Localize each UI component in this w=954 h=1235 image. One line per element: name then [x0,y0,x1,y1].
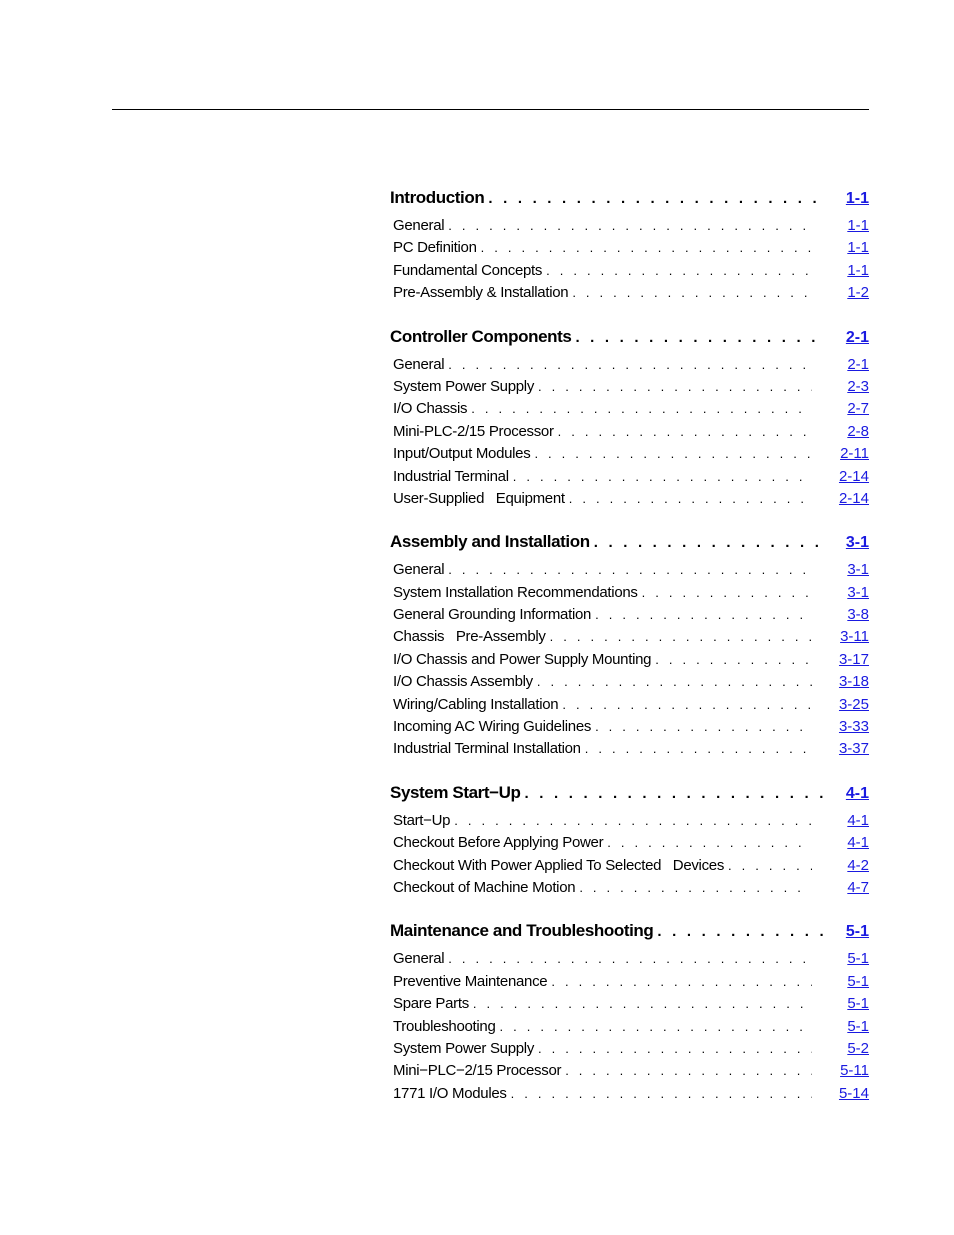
entry-label: Industrial Terminal Installation [393,740,581,758]
dot-leader [551,974,812,989]
toc-entry [390,696,869,718]
toc-entry [390,217,869,239]
dot-leader [448,562,812,577]
toc-entry [390,423,869,445]
entry-label: Start−Up [393,811,451,829]
section-page-link[interactable]: 3-1 [845,534,869,552]
dot-leader [500,1019,812,1034]
entry-label: Troubleshooting [393,1017,496,1035]
toc-entry [390,1062,869,1084]
entry-label: I/O Chassis Assembly [393,673,533,691]
entry-label: Fundamental Concepts [393,261,543,279]
toc-section-introduction [390,188,869,307]
entry-label: General Grounding Information [393,606,592,624]
entry-page-link[interactable]: 2-7 [847,400,869,418]
section-page-link[interactable]: 2-1 [845,328,869,346]
dot-leader [572,285,812,300]
dot-leader [569,491,812,506]
entry-page-link[interactable]: 3-11 [840,628,869,646]
entry-label: Checkout With Power Applied To Selected Devices [393,856,725,874]
entry-page-link[interactable]: 4-7 [847,878,869,896]
dot-leader [655,652,812,667]
dot-leader [488,190,825,207]
entry-label: I/O Chassis [393,400,468,418]
entry-label: Input/Output Modules [393,445,531,463]
entry-label: User-Supplied Equipment [393,489,565,507]
toc-entry [390,284,869,306]
entry-label: Checkout Before Applying Power [393,834,604,852]
entry-page-link[interactable]: 3-18 [838,673,869,691]
section-title: Assembly and Installation [390,532,590,552]
entry-label: Spare Parts [393,995,469,1013]
dot-leader [546,263,812,278]
section-heading-row [390,532,869,560]
toc-entry [390,651,869,673]
toc-entry [390,950,869,972]
dot-leader [481,240,812,255]
dot-leader [565,1063,812,1078]
dot-leader [657,923,825,940]
toc-entry [390,995,869,1017]
dot-leader [473,996,812,1011]
dot-leader [538,379,812,394]
toc-section-maintenance-troubleshooting [390,921,869,1107]
entry-page-link[interactable]: 1-1 [847,261,869,279]
dot-leader [594,534,825,551]
entry-page-link[interactable]: 5-1 [847,995,869,1013]
dot-leader [471,401,812,416]
entry-page-link[interactable]: 4-1 [847,834,869,852]
entry-page-link[interactable]: 2-11 [840,445,869,463]
entry-page-link[interactable]: 3-33 [838,718,869,736]
entry-page-link[interactable]: 1-1 [847,217,869,234]
header-rule [112,109,869,110]
dot-leader [585,741,812,756]
toc-section-assembly-installation [390,532,869,763]
dot-leader [511,1086,812,1101]
entry-page-link[interactable]: 3-17 [838,650,869,668]
toc-entry [390,445,869,467]
entry-page-link[interactable]: 4-1 [847,811,869,829]
entry-page-link[interactable]: 5-14 [838,1084,869,1102]
entry-page-link[interactable]: 1-1 [847,239,869,257]
section-heading-row [390,921,869,949]
toc-entry [390,1085,869,1107]
dot-leader [607,835,812,850]
dot-leader [448,951,812,966]
toc-entry [390,239,869,261]
dot-leader [550,629,812,644]
toc-entry [390,834,869,856]
table-of-contents [390,188,869,1127]
entry-label: System Power Supply [393,1039,535,1057]
dot-leader [728,858,812,873]
entry-page-link[interactable]: 2-3 [847,377,869,395]
toc-entry [390,561,869,583]
toc-entry [390,356,869,378]
dot-leader [595,719,812,734]
entry-page-link[interactable]: 3-1 [847,561,869,579]
entry-page-link[interactable]: 5-2 [847,1039,869,1057]
entry-label: Industrial Terminal [393,467,509,485]
toc-section-controller-components [390,327,869,513]
section-title: Introduction [390,188,485,207]
section-title: Maintenance and Troubleshooting [390,921,654,941]
entry-label: Checkout of Machine Motion [393,878,576,896]
dot-leader [538,1041,812,1056]
dot-leader [534,446,812,461]
toc-entry [390,584,869,606]
entry-label: General [393,950,445,968]
dot-leader [595,607,812,622]
entry-page-link[interactable]: 3-8 [847,606,869,624]
entry-label: Chassis Pre-Assembly [393,628,546,646]
entry-page-link[interactable]: 3-25 [838,695,869,713]
section-page-link[interactable]: 4-1 [845,784,869,802]
dot-leader [448,218,812,233]
toc-entry [390,490,869,512]
entry-label: I/O Chassis and Power Supply Mounting [393,650,652,668]
section-heading-row [390,783,869,811]
toc-entry [390,879,869,901]
toc-entry [390,1040,869,1062]
section-heading-row [390,327,869,355]
entry-label: General [393,217,445,234]
entry-page-link[interactable]: 5-1 [847,972,869,990]
section-title: System Start−Up [390,782,521,802]
toc-entry [390,400,869,422]
entry-page-link[interactable]: 5-11 [840,1062,869,1080]
entry-page-link[interactable]: 2-8 [847,422,869,440]
section-page-link[interactable]: 5-1 [845,923,869,941]
entry-label: Preventive Maintenance [393,972,548,990]
dot-leader [454,813,812,828]
toc-entry [390,628,869,650]
entry-label: 1771 I/O Modules [393,1084,507,1102]
entry-page-link[interactable]: 5-1 [847,1017,869,1035]
toc-entry [390,262,869,284]
dot-leader [562,697,812,712]
toc-section-system-startup [390,783,869,902]
entry-label: General [393,561,445,579]
toc-entry [390,973,869,995]
entry-label: General [393,355,445,373]
dot-leader [448,357,812,372]
toc-entry [390,812,869,834]
dot-leader [537,674,812,689]
dot-leader [642,585,812,600]
entry-page-link[interactable]: 2-14 [838,489,869,507]
dot-leader [575,329,825,346]
entry-page-link[interactable]: 5-1 [847,950,869,968]
section-page-link[interactable]: 1-1 [845,190,869,207]
dot-leader [558,424,812,439]
entry-label: System Power Supply [393,377,535,395]
entry-label: Incoming AC Wiring Guidelines [393,718,592,736]
toc-entry [390,1018,869,1040]
entry-label: PC Definition [393,239,477,257]
entry-label: Mini-PLC-2/15 Processor [393,422,554,440]
entry-label: Mini−PLC−2/15 Processor [393,1062,562,1080]
toc-entry [390,740,869,762]
entry-page-link[interactable]: 1-2 [847,284,869,302]
toc-entry [390,718,869,740]
entry-label: Wiring/Cabling Installation [393,695,559,713]
dot-leader [525,785,825,802]
section-heading-row [390,188,869,216]
toc-entry [390,468,869,490]
entry-label: Pre-Assembly & Installation [393,284,569,302]
dot-leader [513,469,812,484]
entry-page-link[interactable]: 2-1 [847,355,869,373]
section-title: Controller Components [390,326,572,346]
entry-page-link[interactable]: 3-37 [838,740,869,758]
toc-entry [390,673,869,695]
entry-page-link[interactable]: 3-1 [847,583,869,601]
entry-page-link[interactable]: 2-14 [838,467,869,485]
toc-entry [390,857,869,879]
dot-leader [579,880,812,895]
toc-entry [390,378,869,400]
toc-entry [390,606,869,628]
entry-label: System Installation Recommendations [393,583,638,601]
entry-page-link[interactable]: 4-2 [847,856,869,874]
